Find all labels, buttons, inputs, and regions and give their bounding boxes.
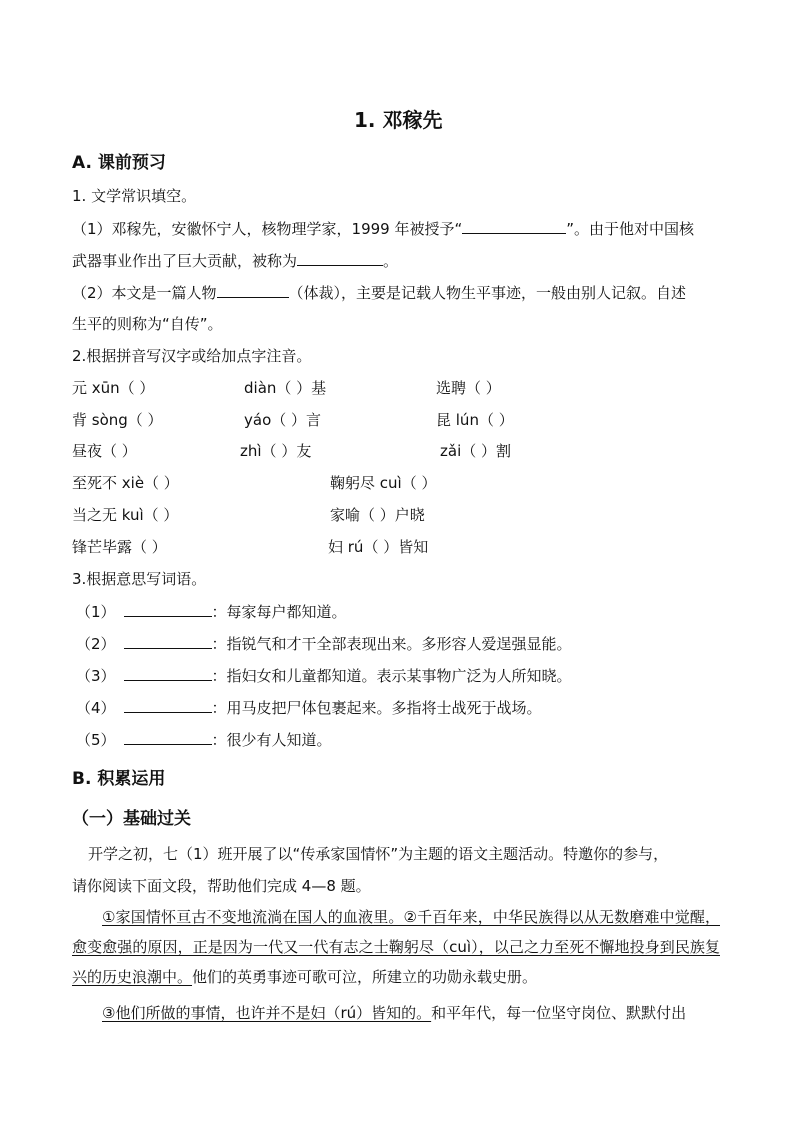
q1-item2-line1 (72, 282, 686, 303)
q3-item-number: （1） (76, 603, 116, 621)
q2-cell[interactable]: 昼夜（ ） (72, 442, 137, 460)
q3-item-definition: ：用马皮把尸体包裹起来。多指将士战死于战场。 (211, 699, 542, 717)
q2-cell[interactable]: zǎi（ ）割 (440, 442, 512, 460)
q1-item2-text-b: （体裁），主要是记载人物生平事迹，一般由别人记叙。自述 (288, 284, 687, 302)
q3-item-definition: ：指锐气和才干全部表现出来。多形容人爱逞强显能。 (211, 635, 572, 653)
passage-paragraph-1 (72, 902, 720, 992)
answer-blank[interactable] (124, 665, 212, 681)
answer-blank[interactable] (124, 633, 212, 649)
q1-item1-line2 (72, 250, 398, 271)
q3-item (76, 729, 332, 750)
section-a-heading: A. 课前预习 (72, 153, 166, 173)
q2-cell[interactable]: 家喻（ ）户晓 (330, 506, 425, 524)
q2-cell[interactable]: 当之无 kuì（ ） (72, 506, 179, 524)
passage-paragraph-2 (72, 998, 720, 1028)
q2-cell[interactable]: 选聘（ ） (436, 379, 501, 397)
q3-item-definition: ：每家每户都知道。 (211, 603, 347, 621)
q2-cell[interactable]: 背 sòng（ ） (72, 411, 163, 429)
q3-item-number: （4） (76, 699, 116, 717)
q3-item-number: （5） (76, 731, 116, 749)
q3-item (76, 601, 347, 622)
q3-item (76, 697, 542, 718)
q1-item2-line2: 生平的则称为“自传”。 (72, 315, 223, 333)
underlined-sentence-2: ②千百年来，中华民族得以从无数磨难中觉醒，愈变愈强的原因，正是因为一代又一代有志之士鞠躬尽（cuì），以己之力至死不懈地投身到民族复兴的历史浪潮中。 (72, 908, 720, 986)
answer-blank[interactable] (217, 282, 289, 298)
q3-item-number: （2） (76, 635, 116, 653)
answer-blank[interactable] (124, 729, 212, 745)
q1-item1-text-d: 。 (383, 252, 399, 270)
q2-cell[interactable]: 锋芒毕露（ ） (72, 538, 167, 556)
sentence-5: 和平年代，每一位坚守岗位、默默付出 (431, 1004, 687, 1022)
q1-item1-line1 (72, 218, 694, 239)
q2-cell[interactable]: 妇 rú（ ）皆知 (328, 538, 429, 556)
q3-item-definition: ：指妇女和儿童都知道。表示某事物广泛为人所知晓。 (211, 667, 572, 685)
q2-cell[interactable]: 至死不 xiè（ ） (72, 474, 179, 492)
q2-cell[interactable]: diàn（ ）基 (244, 379, 327, 397)
q1-item1-text-a: （1）邓稼先，安徽怀宁人，核物理学家，1999 年被授予“ (72, 220, 463, 238)
q1-heading: 1. 文学常识填空。 (72, 187, 197, 205)
underlined-sentence-1: ①家国情怀亘古不变地流淌在国人的血液里。 (102, 908, 404, 926)
sentence-3: 他们的英勇事迹可歌可泣，所建立的功勋永载史册。 (192, 968, 538, 986)
q3-item (76, 665, 572, 686)
q3-item-number: （3） (76, 667, 116, 685)
q2-cell[interactable]: 昆 lún（ ） (436, 411, 514, 429)
answer-blank[interactable] (462, 218, 566, 234)
q3-heading: 3.根据意思写词语。 (72, 570, 207, 588)
subsection-heading: （一）基础过关 (72, 809, 191, 829)
q2-cell[interactable]: 鞠躬尽 cuì（ ） (330, 474, 437, 492)
q1-item1-text-b: ”。由于他对中国核 (566, 220, 695, 238)
section-b-heading: B. 积累运用 (72, 769, 166, 789)
intro-line-2: 请你阅读下面文段，帮助他们完成 4—8 题。 (72, 877, 371, 895)
page-title: 1. 邓稼先 (354, 108, 443, 132)
intro-line-1: 开学之初，七（1）班开展了以“传承家国情怀”为主题的语文主题活动。特邀你的参与， (88, 845, 669, 863)
q2-cell[interactable]: zhì（ ）友 (240, 442, 312, 460)
underlined-sentence-4: ③他们所做的事情，也许并不是妇（rú）皆知的。 (102, 1004, 432, 1022)
q3-item (76, 633, 572, 654)
answer-blank[interactable] (297, 250, 383, 266)
q1-item1-text-c: 武器事业作出了巨大贡献，被称为 (72, 252, 298, 270)
q2-cell[interactable]: yáo（ ）言 (244, 411, 322, 429)
q3-item-definition: ：很少有人知道。 (211, 731, 332, 749)
q2-heading: 2.根据拼音写汉字或给加点字注音。 (72, 347, 312, 365)
answer-blank[interactable] (124, 697, 212, 713)
q2-cell[interactable]: 元 xūn（ ） (72, 379, 155, 397)
q1-item2-text-a: （2）本文是一篇人物 (72, 284, 217, 302)
answer-blank[interactable] (124, 601, 212, 617)
